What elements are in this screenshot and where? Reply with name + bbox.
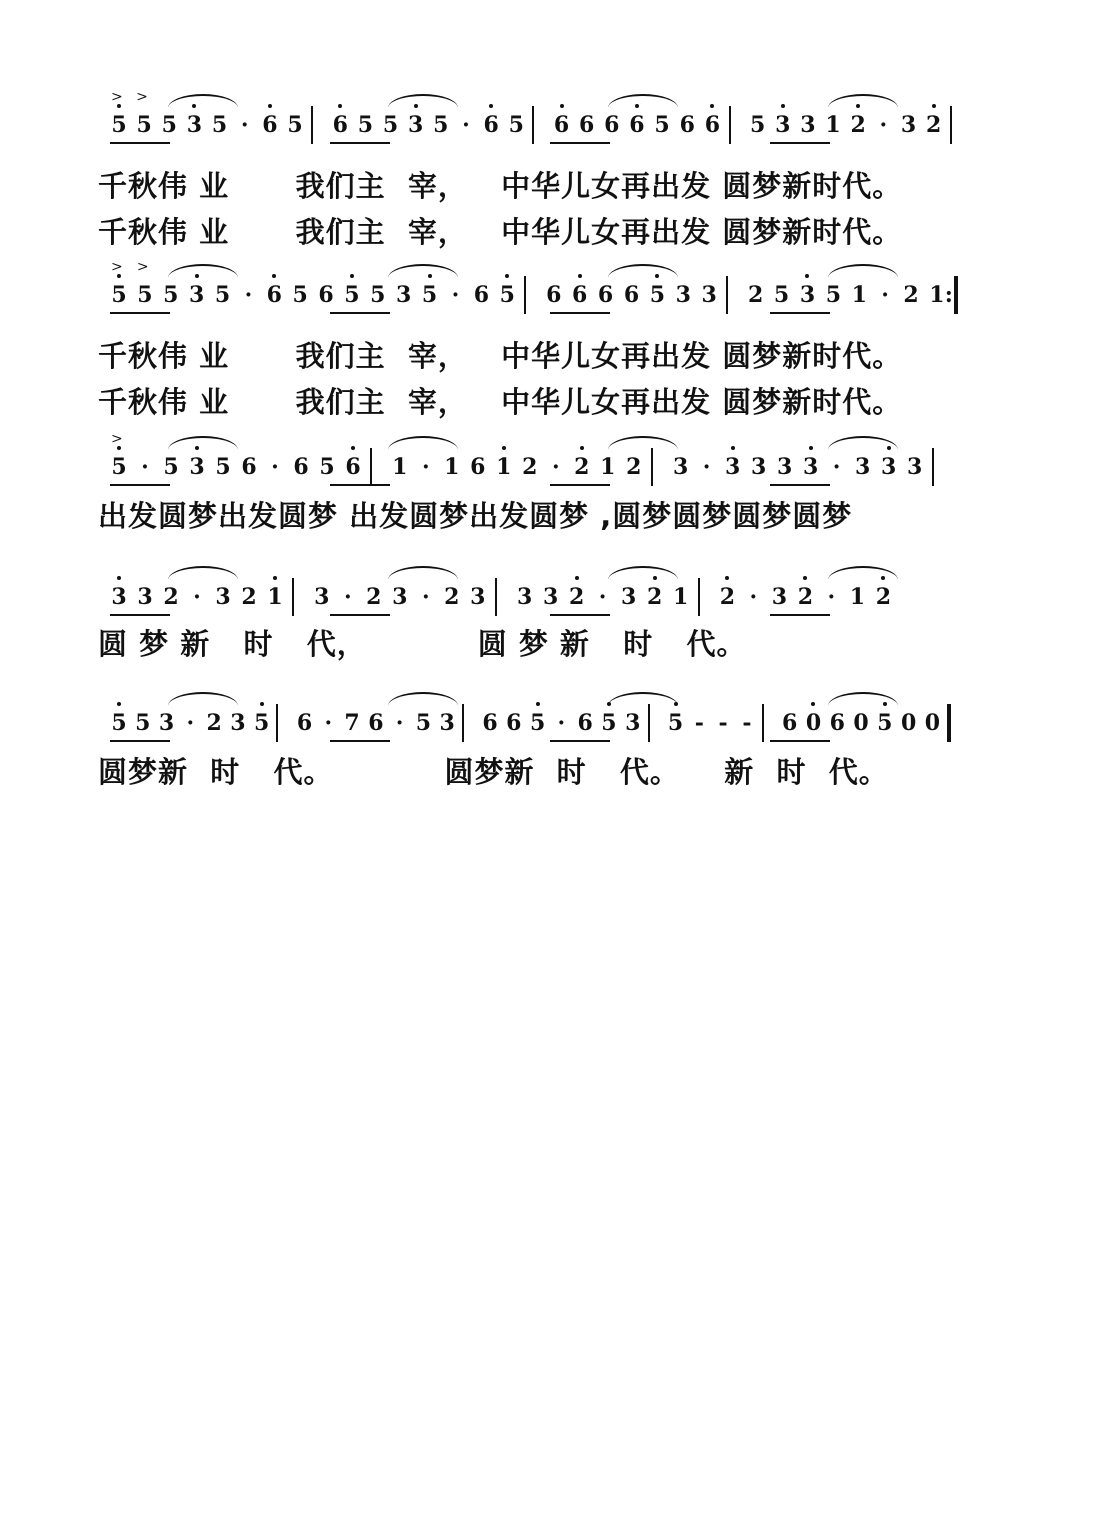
- note-glyph: 5: [494, 278, 520, 312]
- note-glyph: 5: [292, 282, 308, 308]
- note-glyph: 3: [776, 454, 793, 480]
- beam-line: [550, 142, 610, 144]
- slur-mark: [828, 436, 898, 450]
- note-glyph: 2: [444, 584, 460, 610]
- note-glyph: 5: [135, 710, 151, 736]
- note-glyph: 0: [800, 706, 826, 740]
- notation-line: [98, 706, 998, 746]
- note-glyph: > 5: [131, 108, 157, 142]
- bar-line: [370, 448, 372, 486]
- note-glyph: 3: [876, 450, 902, 484]
- note-glyph: > 5: [106, 278, 132, 312]
- dot-mark: ·: [421, 584, 430, 610]
- note-glyph: 2: [241, 584, 257, 610]
- slur-mark: [608, 94, 678, 108]
- note-glyph: 1: [849, 584, 866, 610]
- note-glyph: > 5: [132, 278, 158, 312]
- note-glyph: 3: [750, 454, 767, 480]
- note-glyph: 2: [921, 108, 947, 142]
- note-glyph: 6: [577, 710, 593, 736]
- note-glyph: 2: [366, 584, 382, 610]
- beam-line: [770, 614, 830, 616]
- dash-mark: -: [718, 710, 728, 736]
- beam-line: [330, 484, 390, 486]
- beam-line: [330, 312, 390, 314]
- note-glyph: 6: [549, 108, 575, 142]
- note-glyph: 5: [161, 112, 177, 138]
- note-glyph: 5: [644, 278, 670, 312]
- dot-mark: ·: [881, 282, 889, 308]
- beam-line: [110, 740, 170, 742]
- note-glyph: 5: [433, 112, 449, 138]
- note-glyph: 6: [241, 454, 257, 480]
- beam-line: [770, 484, 830, 486]
- note-glyph: 1: [600, 454, 616, 480]
- dot-mark: ·: [598, 584, 607, 610]
- bar-line: [495, 578, 497, 616]
- note-glyph: 0: [900, 710, 917, 736]
- note-glyph: 6: [340, 450, 366, 484]
- dot-mark: ·: [451, 282, 460, 308]
- note-glyph: 6: [327, 108, 353, 142]
- dot-mark: ·: [879, 112, 888, 138]
- note-glyph: 1: [444, 454, 460, 480]
- note-glyph: 3: [720, 450, 746, 484]
- note-glyph: 6: [368, 710, 384, 736]
- note-glyph: > 5: [106, 108, 132, 142]
- note-glyph: 6: [257, 108, 283, 142]
- note-glyph: 2: [845, 108, 871, 142]
- dot-mark: ·: [421, 454, 430, 480]
- note-glyph: 3: [701, 282, 717, 308]
- repeat-sign: :: [944, 282, 953, 308]
- note-glyph: 6: [623, 282, 640, 308]
- note-glyph: 1: [262, 580, 288, 614]
- beam-line: [550, 312, 610, 314]
- slur-mark: [608, 566, 678, 580]
- note-glyph: 6: [597, 282, 614, 308]
- lyric-line: 圆梦新 时 代。 圆梦新 时 代。 新 时 代。: [98, 755, 889, 789]
- note-glyph: 3: [181, 108, 207, 142]
- note-glyph: 5: [773, 282, 790, 308]
- note-glyph: 3: [396, 282, 412, 308]
- slur-mark: [608, 264, 678, 278]
- note-glyph: 3: [439, 710, 455, 736]
- note-glyph: 5: [249, 706, 275, 740]
- note-glyph: 6: [604, 112, 620, 138]
- dot-mark: ·: [551, 454, 560, 480]
- note-glyph: 3: [137, 584, 153, 610]
- note-glyph: 2: [522, 454, 538, 480]
- note-glyph: 2: [870, 580, 896, 614]
- note-glyph: 6: [699, 108, 725, 142]
- lyric-line: 出发圆梦出发圆梦 出发圆梦出发圆梦 ,圆梦圆梦圆梦圆梦: [98, 499, 853, 533]
- note-glyph: 3: [403, 108, 429, 142]
- bar-line: [311, 106, 313, 144]
- note-glyph: 5: [663, 706, 689, 740]
- beam-line: [110, 614, 170, 616]
- note-glyph: 3: [470, 584, 486, 610]
- slur-mark: [608, 692, 678, 706]
- beam-line: [770, 740, 830, 742]
- dot-mark: ·: [193, 584, 201, 610]
- note-glyph: 5: [872, 706, 898, 740]
- note-glyph: 6: [579, 112, 595, 138]
- lyric-line: 千秋伟 业 我们主 宰， 中华儿女再出发 圆梦新时代。: [98, 215, 903, 249]
- note-glyph: 5: [508, 112, 524, 138]
- dot-mark: ·: [324, 710, 333, 736]
- slur-mark: [168, 566, 238, 580]
- note-glyph: 6: [473, 282, 489, 308]
- note-glyph: 2: [564, 580, 590, 614]
- note-glyph: 2: [642, 580, 668, 614]
- note-glyph: 5: [370, 282, 386, 308]
- note-glyph: 3: [392, 584, 408, 610]
- note-glyph: 1: [392, 454, 408, 480]
- note-glyph: 1: [491, 450, 517, 484]
- note-glyph: 0: [853, 710, 869, 736]
- note-glyph: 3: [542, 584, 559, 610]
- dot-mark: ·: [271, 454, 279, 480]
- note-glyph: 3: [314, 584, 330, 610]
- note-glyph: 5: [319, 454, 335, 480]
- lyric-line: 千秋伟 业 我们主 宰， 中华儿女再出发 圆梦新时代。: [98, 169, 903, 203]
- slur-mark: [168, 692, 238, 706]
- note-glyph: 3: [794, 278, 820, 312]
- note-glyph: 6: [782, 710, 798, 736]
- note-glyph: 3: [798, 450, 824, 484]
- note-glyph: 3: [158, 710, 175, 736]
- note-glyph: 6: [567, 278, 593, 312]
- note-glyph: 3: [516, 584, 533, 610]
- slur-mark: [388, 566, 458, 580]
- note-glyph: 2: [792, 580, 818, 614]
- bar-line: [698, 578, 700, 616]
- note-glyph: 2: [714, 580, 740, 614]
- note-glyph: 6: [293, 454, 309, 480]
- beam-line: [110, 142, 170, 144]
- slur-mark: [388, 692, 458, 706]
- note-glyph: 5: [525, 706, 551, 740]
- beam-line: [330, 142, 390, 144]
- slur-mark: [828, 94, 898, 108]
- dot-mark: ·: [343, 584, 352, 610]
- bar-line: [532, 106, 534, 144]
- dash-mark: -: [694, 710, 704, 736]
- note-glyph: 6: [624, 108, 650, 142]
- dot-mark: ·: [557, 710, 566, 736]
- slur-mark: [388, 264, 458, 278]
- note-glyph: 3: [625, 710, 641, 736]
- note-glyph: 5: [382, 112, 399, 138]
- note-glyph: > 5: [106, 450, 132, 484]
- note-glyph: 6: [478, 108, 504, 142]
- beam-line: [550, 740, 610, 742]
- note-glyph: 5: [417, 278, 443, 312]
- note-glyph: 3: [672, 454, 689, 480]
- note-glyph: 3: [854, 454, 871, 480]
- slur-mark: [828, 566, 898, 580]
- bar-line: [651, 448, 653, 486]
- beam-line: [330, 614, 390, 616]
- notation-line: [98, 450, 998, 490]
- note-glyph: 5: [211, 112, 228, 138]
- slur-mark: [168, 94, 238, 108]
- note-glyph: 6: [482, 710, 498, 736]
- note-glyph: 6: [829, 710, 845, 736]
- dot-mark: ·: [749, 584, 758, 610]
- dot-mark: ·: [702, 454, 711, 480]
- note-glyph: 6: [318, 282, 334, 308]
- note-glyph: 3: [771, 584, 788, 610]
- note-glyph: 3: [184, 278, 210, 312]
- note-glyph: 3: [770, 108, 796, 142]
- note-glyph: 3: [230, 710, 246, 736]
- beam-line: [770, 142, 830, 144]
- slur-mark: [828, 264, 898, 278]
- lyric-line: 千秋伟 业 我们主 宰， 中华儿女再出发 圆梦新时代。: [98, 339, 903, 373]
- bar-line: [726, 276, 728, 314]
- note-glyph: 1: [672, 584, 689, 610]
- note-glyph: 6: [470, 454, 486, 480]
- dot-mark: ·: [827, 584, 836, 610]
- dash-mark: -: [742, 710, 752, 736]
- note-glyph: 5: [163, 282, 179, 308]
- note-glyph: 2: [569, 450, 595, 484]
- dot-mark: ·: [462, 112, 470, 138]
- note-glyph: 2: [903, 282, 919, 308]
- note-glyph: 3: [906, 454, 923, 480]
- note-glyph: 5: [825, 282, 841, 308]
- bar-line: [462, 704, 464, 742]
- note-glyph: 6: [546, 282, 562, 308]
- beam-line: [550, 614, 610, 616]
- slur-mark: [388, 94, 458, 108]
- bar-line: [947, 704, 951, 742]
- notation-line: [98, 580, 998, 620]
- bar-line: [950, 106, 952, 144]
- bar-line: [762, 704, 764, 742]
- note-glyph: 5: [357, 112, 374, 138]
- notation-line: [98, 108, 998, 148]
- notation-line: [98, 278, 998, 318]
- note-glyph: 5: [214, 282, 231, 308]
- beam-line: [550, 484, 610, 486]
- note-glyph: 3: [184, 450, 210, 484]
- slur-mark: [828, 692, 898, 706]
- note-glyph: 1: [825, 112, 841, 138]
- note-glyph: 0: [924, 710, 941, 736]
- bar-line: [729, 106, 731, 144]
- slur-mark: [388, 436, 458, 450]
- dot-mark: ·: [141, 454, 149, 480]
- dot-mark: ·: [244, 282, 253, 308]
- dot-mark: ·: [832, 454, 841, 480]
- dot-mark: ·: [240, 112, 249, 138]
- note-glyph: 6: [296, 710, 313, 736]
- slur-mark: [168, 436, 238, 450]
- note-glyph: 6: [261, 278, 287, 312]
- slur-mark: [608, 436, 678, 450]
- lyric-line: 千秋伟 业 我们主 宰， 中华儿女再出发 圆梦新时代。: [98, 385, 903, 419]
- note-glyph: 5: [415, 710, 432, 736]
- note-glyph: 3: [620, 584, 637, 610]
- dot-mark: ·: [186, 710, 195, 736]
- beam-line: [770, 312, 830, 314]
- note-glyph: 1: [851, 282, 867, 308]
- slur-mark: [168, 264, 238, 278]
- note-glyph: 7: [344, 710, 360, 736]
- note-glyph: 2: [626, 454, 642, 480]
- note-glyph: 1: [929, 282, 945, 308]
- note-glyph: 3: [106, 580, 132, 614]
- note-glyph: 2: [206, 710, 222, 736]
- note-glyph: 5: [654, 112, 670, 138]
- beam-line: [110, 484, 170, 486]
- note-glyph: 2: [748, 282, 764, 308]
- note-glyph: 3: [215, 584, 231, 610]
- note-glyph: 6: [679, 112, 695, 138]
- bar-line: [524, 276, 526, 314]
- note-glyph: 5: [163, 454, 179, 480]
- note-glyph: 5: [596, 706, 622, 740]
- note-glyph: 5: [287, 112, 303, 138]
- bar-line: [648, 704, 650, 742]
- note-glyph: 5: [215, 454, 231, 480]
- note-glyph: 3: [800, 112, 816, 138]
- bar-line: [276, 704, 278, 742]
- dot-mark: ·: [395, 710, 404, 736]
- note-glyph: 5: [106, 706, 132, 740]
- note-glyph: 6: [506, 710, 522, 736]
- note-glyph: 3: [900, 112, 917, 138]
- lyric-line: 圆 梦 新 时 代， 圆 梦 新 时 代。: [98, 627, 747, 661]
- note-glyph: 2: [163, 584, 179, 610]
- bar-line: [932, 448, 934, 486]
- bar-line: [292, 578, 294, 616]
- beam-line: [110, 312, 170, 314]
- note-glyph: 5: [749, 112, 766, 138]
- beam-line: [330, 740, 390, 742]
- note-glyph: 3: [675, 282, 691, 308]
- note-glyph: 5: [339, 278, 365, 312]
